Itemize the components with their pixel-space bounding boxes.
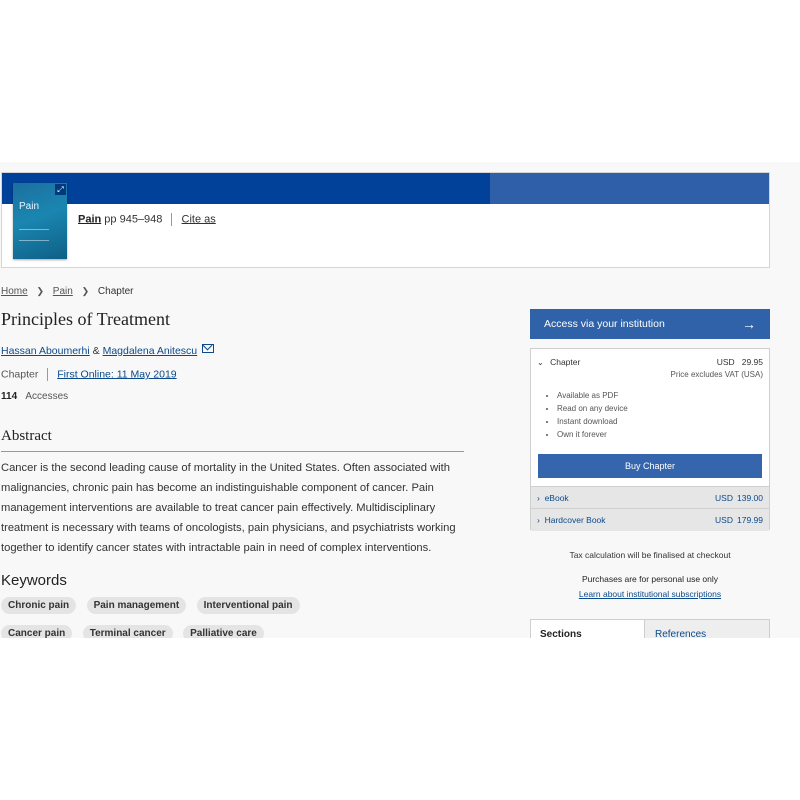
chevron-right-icon: › bbox=[537, 515, 540, 525]
hardcover-label bbox=[537, 515, 606, 525]
book-cover-image[interactable] bbox=[13, 183, 67, 259]
price-value: 139.00 bbox=[737, 493, 763, 503]
brand-bar-secondary bbox=[490, 173, 769, 204]
page-title: Principles of Treatment bbox=[1, 309, 170, 329]
book-title-link[interactable]: Pain bbox=[78, 213, 102, 226]
feature-item: • Own it forever bbox=[557, 430, 628, 439]
feature-item: • Available as PDF bbox=[557, 391, 628, 400]
chevron-right-icon: ❯ bbox=[36, 286, 45, 296]
chevron-right-icon: › bbox=[537, 493, 540, 503]
cite-as-link[interactable]: Cite as bbox=[181, 213, 216, 226]
ebook-option[interactable] bbox=[531, 486, 769, 509]
currency: USD bbox=[715, 515, 733, 525]
first-online-link[interactable]: First Online: 11 May 2019 bbox=[57, 368, 177, 381]
cover-title: Pain bbox=[19, 201, 40, 212]
hardcover-option[interactable] bbox=[531, 508, 769, 531]
ebook-label-text: eBook bbox=[544, 493, 569, 503]
tab-sections[interactable]: Sections bbox=[530, 619, 645, 638]
article-page bbox=[0, 162, 800, 638]
divider bbox=[47, 368, 48, 381]
price-value: 179.99 bbox=[737, 515, 763, 525]
access-count-label: Accesses bbox=[25, 391, 69, 402]
keyword-chip[interactable]: Chronic pain bbox=[1, 597, 76, 614]
access-institution-button[interactable] bbox=[530, 309, 770, 339]
abstract-text: Cancer is the second leading cause of mortality in the United States. Often associated with malignancies, chronic pain has become an indistinguishable component of cancer. Pain management interventions are available to treat cancer pain effectively. Multidisciplinary treatment is necessary with teams of oncologists, pain physicians, and psychiatrists working together to identify cancer states with intractable pain in need of complex interventions. bbox=[1, 462, 456, 554]
content-type: Chapter bbox=[1, 368, 39, 381]
breadcrumb-current: Chapter bbox=[97, 286, 134, 297]
mail-icon[interactable] bbox=[202, 344, 214, 353]
tab-references[interactable]: References bbox=[645, 619, 770, 638]
ebook-price bbox=[715, 493, 763, 503]
breadcrumb-pain[interactable]: Pain bbox=[52, 286, 73, 297]
book-meta bbox=[78, 213, 216, 226]
chevron-right-icon: ❯ bbox=[81, 286, 90, 296]
chapter-meta bbox=[1, 368, 177, 381]
keyword-chip[interactable]: Terminal cancer bbox=[83, 625, 173, 638]
currency: USD bbox=[715, 493, 733, 503]
brand-bar bbox=[2, 173, 490, 204]
hardcover-price bbox=[715, 515, 763, 525]
cover-decoration bbox=[19, 229, 49, 241]
author-separator: & bbox=[92, 345, 100, 357]
divider bbox=[171, 213, 172, 226]
access-count-value: 114 bbox=[1, 391, 18, 402]
hardcover-label-text: Hardcover Book bbox=[544, 515, 606, 525]
breadcrumb-home[interactable]: Home bbox=[1, 286, 28, 297]
author-list bbox=[1, 344, 214, 357]
vat-note: Price excludes VAT (USA) bbox=[670, 370, 763, 379]
personal-use-note: Purchases are for personal use only bbox=[581, 574, 719, 584]
author-link[interactable]: Magdalena Anitescu bbox=[102, 345, 198, 357]
book-pages: pp 945–948 bbox=[104, 213, 163, 226]
keyword-list bbox=[1, 595, 381, 638]
access-institution-label: Access via your institution bbox=[544, 318, 665, 330]
access-count bbox=[1, 391, 68, 402]
feature-item: • Read on any device bbox=[557, 404, 628, 413]
breadcrumb bbox=[1, 286, 134, 297]
keyword-chip[interactable]: Palliative care bbox=[183, 625, 264, 638]
keyword-chip[interactable]: Cancer pain bbox=[1, 625, 72, 638]
feature-list bbox=[541, 391, 628, 443]
keyword-chip[interactable]: Pain management bbox=[87, 597, 187, 614]
book-header-card bbox=[1, 172, 770, 268]
author-link[interactable]: Hassan Aboumerhi bbox=[1, 345, 90, 357]
ebook-label bbox=[537, 493, 569, 503]
keyword-chip[interactable]: Interventional pain bbox=[197, 597, 300, 614]
institutional-subscriptions-link[interactable]: Learn about institutional subscriptions bbox=[578, 589, 722, 599]
chapter-price: USD 29.95 bbox=[716, 357, 763, 367]
expand-icon[interactable]: ⤢ bbox=[55, 184, 66, 195]
sidebar-tabs bbox=[530, 619, 770, 638]
arrow-right-icon: → bbox=[742, 316, 756, 332]
tax-note: Tax calculation will be finalised at checkout bbox=[569, 550, 731, 560]
purchase-panel bbox=[530, 348, 770, 530]
feature-item: • Instant download bbox=[557, 417, 628, 426]
abstract-heading: Abstract bbox=[1, 428, 464, 452]
chevron-down-icon: ⌄ bbox=[537, 358, 544, 367]
chapter-purchase-label: Chapter bbox=[550, 357, 581, 367]
buy-chapter-button[interactable]: Buy Chapter bbox=[538, 454, 762, 478]
chapter-purchase-toggle[interactable] bbox=[537, 357, 763, 367]
keywords-heading: Keywords bbox=[1, 572, 67, 589]
